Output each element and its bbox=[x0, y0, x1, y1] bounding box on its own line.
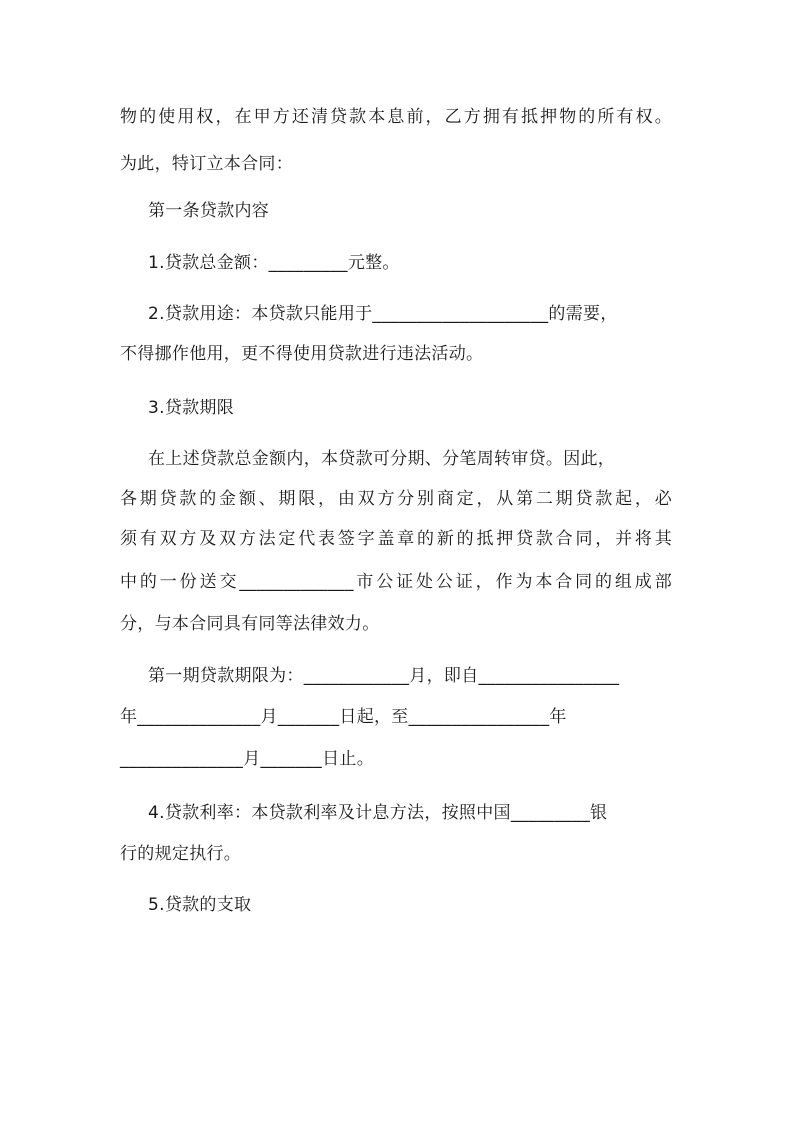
paragraph-line: 年______________月_______日起，至________________年 bbox=[120, 707, 567, 727]
paragraph-line: 为此，特订立本合同： bbox=[120, 154, 293, 174]
clause-item: 1.贷款总金额：_________元整。 bbox=[148, 253, 400, 273]
paragraph-line: 行的规定执行。 bbox=[120, 844, 242, 864]
paragraph-line: 不得挪作他用，更不得使用贷款进行违法活动。 bbox=[120, 344, 484, 364]
clause-item: 2.贷款用途：本贷款只能用于____________________的需要， bbox=[148, 304, 618, 324]
paragraph-line: 在上述贷款总金额内，本贷款可分期、分笔周转审贷。因此， bbox=[148, 449, 616, 469]
paragraph-line: 物的使用权，在甲方还清贷款本息前，乙方拥有抵押物的所有权。 bbox=[120, 107, 672, 127]
paragraph-line: 须有双方及双方法定代表签字盖章的新的抵押贷款合同，并将其 bbox=[120, 529, 672, 549]
paragraph-line: 分，与本合同具有同等法律效力。 bbox=[120, 614, 380, 634]
paragraph-line: 第一期贷款期限为：____________月，即自________________ bbox=[148, 666, 620, 686]
paragraph-line: 中的一份送交_____________市公证处公证，作为本合同的组成部 bbox=[120, 572, 672, 592]
paragraph-line: ______________月_______日止。 bbox=[120, 749, 374, 769]
clause-item: 3.贷款期限 bbox=[148, 398, 235, 418]
paragraph-line: 各期贷款的金额、期限，由双方分别商定，从第二期贷款起，必 bbox=[120, 489, 672, 509]
section-heading: 第一条贷款内容 bbox=[148, 201, 270, 221]
clause-item: 4.贷款利率：本贷款利率及计息方法，按照中国_________银 bbox=[148, 803, 608, 823]
clause-item: 5.贷款的支取 bbox=[148, 895, 252, 915]
